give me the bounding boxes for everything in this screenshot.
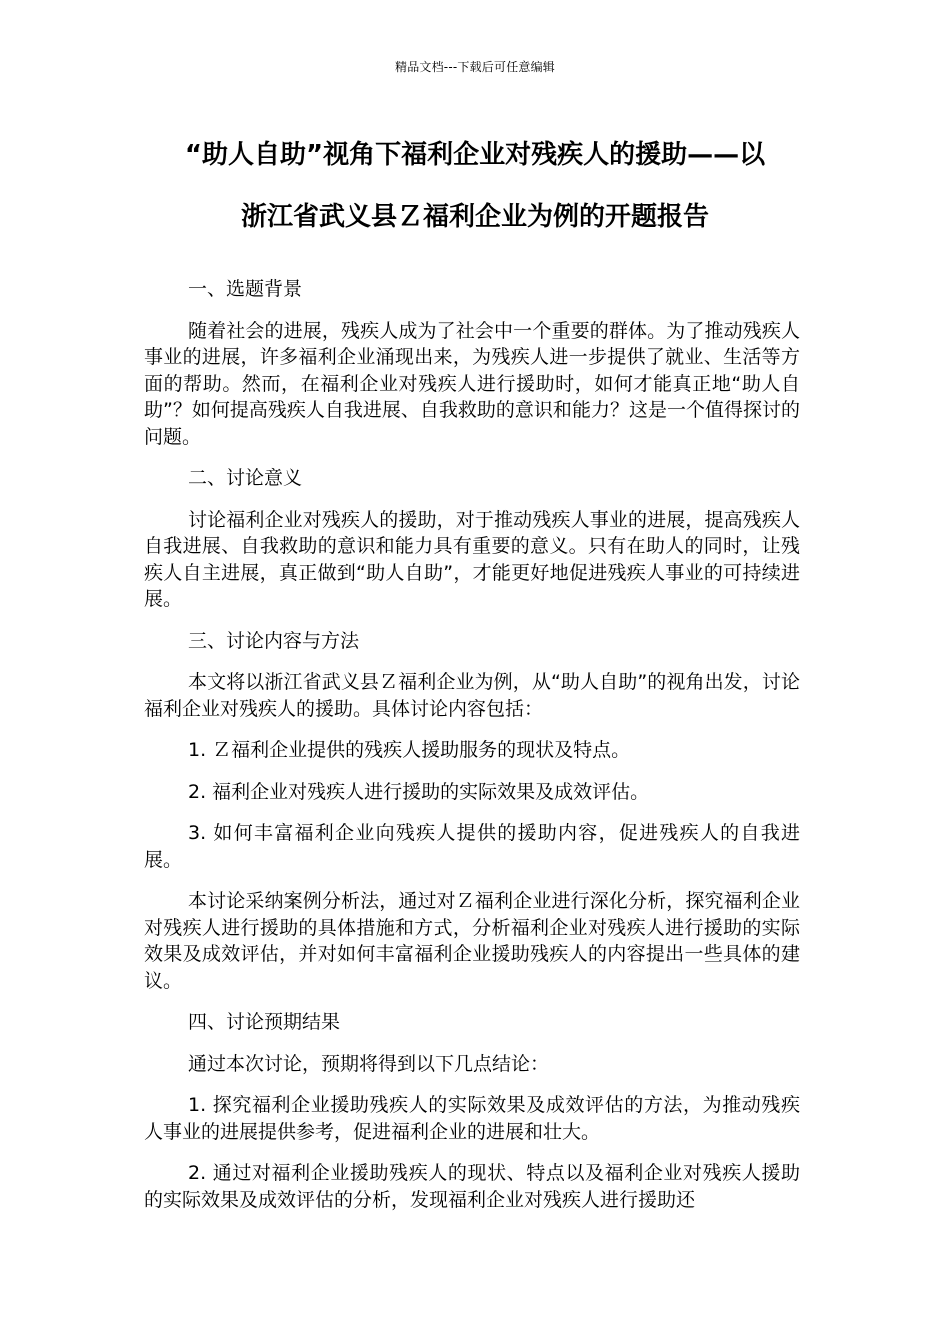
paragraph: 通过本次讨论，预期将得到以下几点结论： (188, 1052, 550, 1075)
paragraph: 本讨论采纳案例分析法，通过对Ｚ福利企业进行深化分析，探究福利企业对残疾人进行援助的具体措施和方式，分析福利企业对残疾人进行援助的实际效果及成效评估，并对如何丰富福利企业援助残疾人的内容提出一些具体的建议。 (144, 890, 800, 992)
list-item: 2. 福利企业对残疾人进行援助的实际效果及成效评估。 (188, 780, 650, 803)
section-heading: 三、讨论内容与方法 (188, 629, 360, 652)
list-item: 3. 如何丰富福利企业向残疾人提供的援助内容，促进残疾人的自我进展。 (144, 822, 800, 871)
list-item: 1. 探究福利企业援助残疾人的实际效果及成效评估的方法，为推动残疾人事业的进展提供参考，促进福利企业的进展和壮大。 (144, 1094, 800, 1143)
document-body (144, 276, 800, 1228)
list-item: 2. 通过对福利企业援助残疾人的现状、特点以及福利企业对残疾人援助的实际效果及成效评估的分析，发现福利企业对残疾人进行援助还 (144, 1162, 800, 1211)
list-item: 1. Ｚ福利企业提供的残疾人援助服务的现状及特点。 (188, 739, 631, 761)
title-line-2: 浙江省武义县Ｚ福利企业为例的开题报告 (240, 202, 709, 232)
paragraph: 本文将以浙江省武义县Ｚ福利企业为例，从“助人自助”的视角出发，讨论福利企业对残疾人的援助。具体讨论内容包括： (144, 671, 800, 720)
section-heading: 二、讨论意义 (188, 467, 303, 489)
page-header: 精品文档---下载后可任意编辑 (395, 60, 555, 74)
document-title (120, 124, 830, 248)
paragraph: 随着社会的进展，残疾人成为了社会中一个重要的群体。为了推动残疾人事业的进展，许多福利企业涌现出来，为残疾人进一步提供了就业、生活等方面的帮助。然而，在福利企业对残疾人进行援助时，如何才能真正地“助人自助”？如何提高残疾人自我进展、自我救助的意识和能力？这是一个值得探讨的问题。 (144, 319, 800, 448)
section-heading: 一、选题背景 (188, 278, 303, 300)
paragraph: 讨论福利企业对残疾人的援助，对于推动残疾人事业的进展，提高残疾人自我进展、自我救助的意识和能力具有重要的意义。只有在助人的同时，让残疾人自主进展，真正做到“助人自助”，才能更好地促进残疾人事业的可持续进展。 (144, 508, 800, 610)
title-line-1: “助人自助”视角下福利企业对残疾人的援助——以 (184, 140, 766, 170)
section-heading: 四、讨论预期结果 (188, 1011, 341, 1033)
